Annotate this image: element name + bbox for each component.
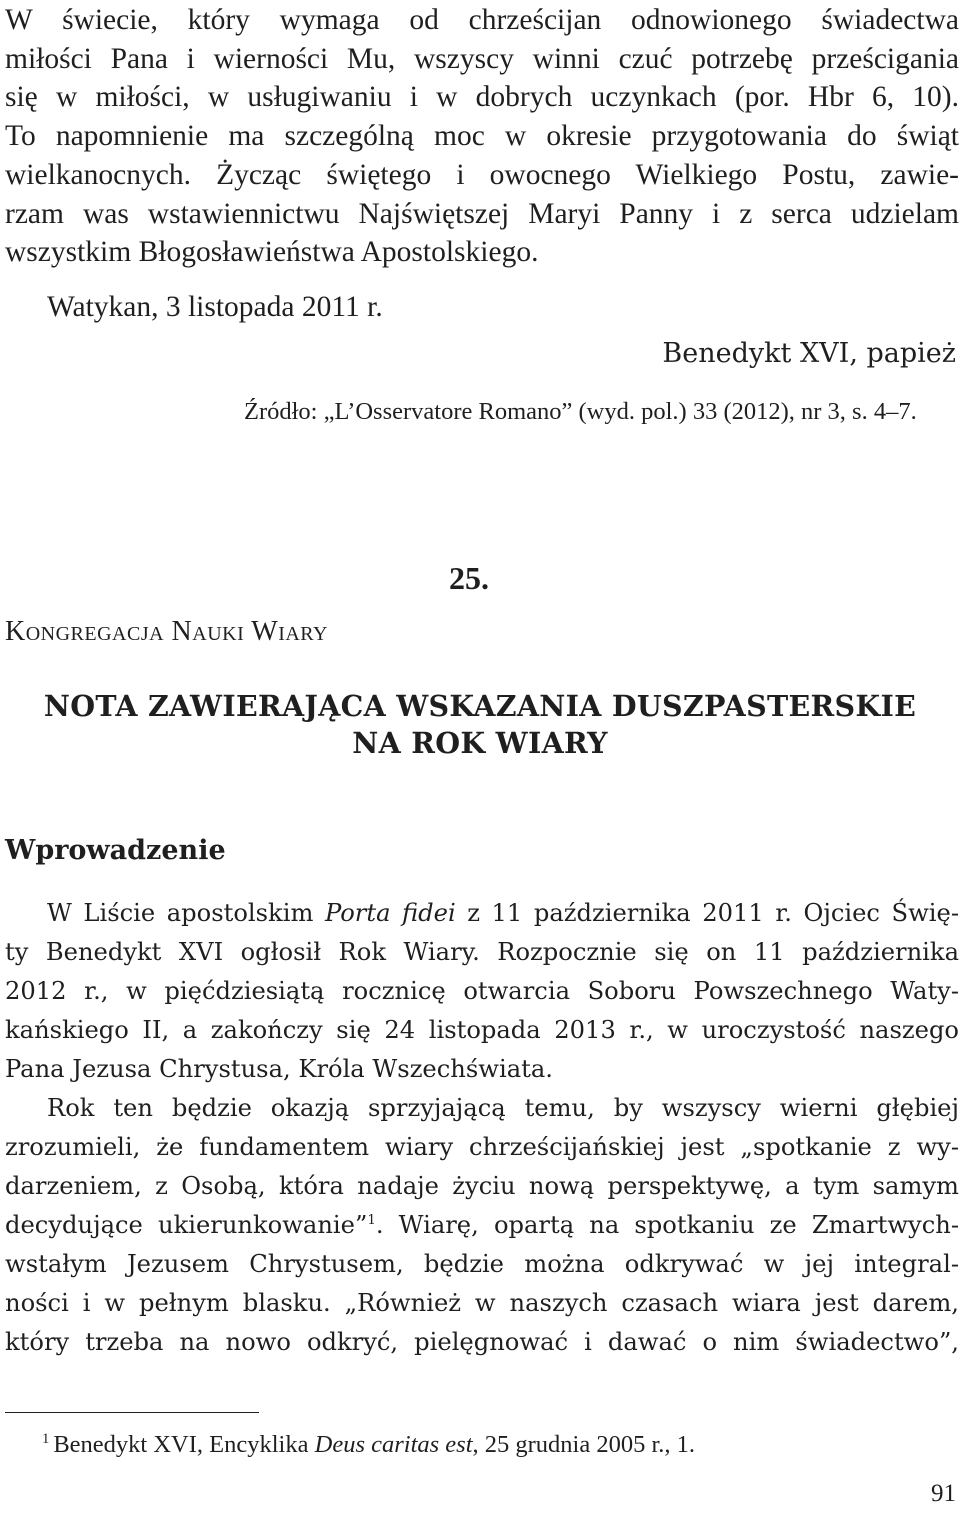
text-line: ności i w pełnym blasku. „Również w naszych czasach wiara jest darem, xyxy=(5,1289,959,1317)
text-run: z 11 października 2011 r. Ojciec Świę- xyxy=(455,899,959,927)
text-line: W świecie, który wymaga od chrześcijan odnowionego świadectwa xyxy=(5,4,959,36)
text-run: . Wiarę, opartą na spotkaniu ze Zmartwych- xyxy=(375,1211,959,1239)
text-run: W Liście apostolskim xyxy=(47,899,325,927)
text-run: decydujące ukierunkowanie” xyxy=(5,1211,368,1239)
document-number: 25. xyxy=(449,560,489,596)
place-date: Watykan, 3 listopada 2011 r. xyxy=(47,291,383,323)
text-line: kańskiego II, a zakończy się 24 listopada 2013 r., w uroczystość naszego xyxy=(5,1016,959,1044)
text-line: zrozumieli, że fundamentem wiary chrześcijańskiej jest „spotkanie z wy- xyxy=(5,1133,959,1161)
title-line: NA ROK WIARY xyxy=(352,726,608,760)
issuing-author: Kongregacja Nauki Wiary xyxy=(5,616,328,647)
text-line: ty Benedykt XVI ogłosił Rok Wiary. Rozpocznie się on 11 października xyxy=(5,938,959,966)
text-line: miłości Pana i wierności Mu, wszyscy winni czuć potrzebę prześcigania xyxy=(5,42,959,75)
text-line: darzeniem, z Osobą, która nadaje życiu nową perspektywę, a tym samym xyxy=(5,1172,959,1200)
page-number: 91 xyxy=(931,1480,956,1507)
footnote-divider xyxy=(5,1412,259,1413)
footnote-marker: 1 xyxy=(42,1430,50,1447)
signature: Benedykt XVI, papież xyxy=(662,338,956,369)
italic-title: Porta fidei xyxy=(324,899,456,927)
text-run: , 25 grudnia 2005 r., 1. xyxy=(472,1431,696,1458)
footnote-reference[interactable]: 1 xyxy=(367,1212,376,1228)
text-line: wszystkim Błogosławieństwa Apostolskiego. xyxy=(5,236,539,269)
text-line: wielkanocnych. Życząc świętego i owocnego Wielkiego Postu, zawie- xyxy=(5,158,959,191)
text-line: rzam was wstawiennictwu Najświętszej Maryi Panny i z serca udzielam xyxy=(5,197,959,230)
text-line xyxy=(5,1206,959,1245)
footnote xyxy=(42,1431,695,1459)
text-line: Pana Jezusa Chrystusa, Króla Wszechświata. xyxy=(5,1055,553,1083)
previous-paragraph xyxy=(5,1,959,272)
title-line: NOTA ZAWIERAJĄCA WSKAZANIA DUSZPASTERSKIE xyxy=(43,689,917,723)
document-title xyxy=(0,688,960,762)
text-line: wstałym Jezusem Chrystusem, będzie można odkrywać w jej integral- xyxy=(5,1250,959,1278)
introduction-text xyxy=(5,894,959,1362)
italic-title: Deus caritas est xyxy=(314,1431,473,1458)
text-line: To napomnienie ma szczególną moc w okresie przygotowania do świąt xyxy=(5,120,959,153)
text-line: Rok ten będzie okazją sprzyjającą temu, by wszyscy wierni głębiej xyxy=(47,1094,959,1122)
text-line: się w miłości, w usługiwaniu i w dobrych uczynkach (por. Hbr 6, 10). xyxy=(5,81,959,114)
text-line: który trzeba na nowo odkryć, pielęgnować i dawać o nim świadectwo”, xyxy=(5,1328,959,1356)
source-citation: Źródło: „L’Osservatore Romano” (wyd. pol.) 33 (2012), nr 3, s. 4–7. xyxy=(244,398,917,425)
text-line: 2012 r., w pięćdziesiątą rocznicę otwarcia Soboru Powszechnego Waty- xyxy=(5,977,959,1005)
text-run: Benedykt XVI, Encyklika xyxy=(53,1431,315,1458)
text-line xyxy=(5,894,959,933)
section-heading: Wprowadzenie xyxy=(5,835,226,866)
